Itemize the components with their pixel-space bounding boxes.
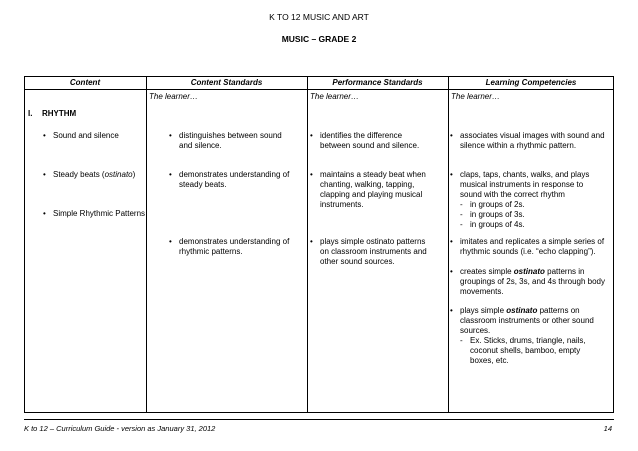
footer-rule [24, 419, 614, 420]
competency-line: groupings of 2s, 3s, and 4s through body [460, 277, 605, 286]
competency-subitem: - in groups of 3s. [470, 210, 525, 220]
competency-subitem: - in groups of 2s. [470, 200, 525, 210]
content-item: • Simple Rhythmic Patterns [53, 209, 145, 219]
competency-subitem: - in groups of 4s. [470, 220, 525, 230]
competency-text: plays simple [460, 306, 507, 315]
content-text: ) [132, 170, 136, 179]
performance-line: • identifies the difference [320, 131, 403, 140]
content-item: • Sound and silence [53, 131, 119, 141]
performance-line: chanting, walking, tapping, [320, 180, 415, 189]
grade-subtitle: MUSIC – GRADE 2 [281, 34, 357, 44]
competency-line [460, 306, 594, 316]
competency-line: silence within a rhythmic pattern. [460, 141, 577, 150]
competency [460, 306, 594, 336]
competency [460, 170, 589, 200]
section-title: RHYTHM [42, 109, 77, 118]
performance-standard [320, 170, 426, 210]
column-divider [146, 76, 147, 413]
content-italic: ostinato [104, 170, 133, 179]
performance-line: between sound and silence. [320, 141, 420, 150]
performance-line: • plays simple ostinato patterns [320, 237, 426, 246]
competency-line: rhythmic sounds (i.e. “echo clapping”). [460, 247, 596, 256]
standard-line: and silence. [179, 141, 222, 150]
competency-subitem [470, 336, 586, 366]
content-text: Steady beats ( [53, 170, 105, 179]
header-content-standards: Content Standards [190, 78, 263, 87]
document-title: K TO 12 MUSIC AND ART [269, 12, 369, 22]
competency-line: • claps, taps, chants, walks, and plays [460, 170, 590, 179]
footer-version: K to 12 – Curriculum Guide - version as January 31, 2012 [24, 424, 216, 433]
competency-line: movements. [460, 287, 504, 296]
performance-line: on classroom instruments and [320, 247, 427, 256]
standard-line: • demonstrates understanding of [179, 237, 290, 246]
competency-line: • associates visual images with sound and [460, 131, 605, 140]
competency-line: musical instruments in response to [460, 180, 584, 189]
header-content: Content [69, 78, 101, 87]
performance-standard [320, 131, 419, 151]
column-divider [307, 76, 308, 413]
standard-line: • distinguishes between sound [179, 131, 282, 140]
content-standard [179, 237, 289, 257]
competency-line: classroom instruments or other sound [460, 316, 594, 325]
header-learning-competencies: Learning Competencies [485, 78, 577, 87]
competency-text: patterns in [544, 267, 585, 276]
performance-line: • maintains a steady beat when [320, 170, 426, 179]
example-line: - Ex. Sticks, drums, triangle, nails, [470, 336, 586, 345]
content-item [53, 170, 135, 180]
learner-label: The learner… [310, 92, 359, 101]
content-standard [179, 131, 282, 151]
competency-emphasis: ostinato [506, 306, 538, 315]
learner-label: The learner… [451, 92, 500, 101]
table-header-row [24, 76, 614, 90]
competency [460, 267, 605, 297]
competency-line: sources. [460, 326, 491, 335]
page-number: 14 [603, 424, 612, 433]
competency-line: • imitates and replicates a simple series of [460, 237, 605, 246]
competency-text: patterns on [537, 306, 580, 315]
section-number: I. [28, 109, 33, 118]
example-line: coconut shells, bamboo, empty [470, 346, 581, 355]
learner-label: The learner… [149, 92, 198, 101]
performance-line: other sound sources. [320, 257, 395, 266]
competency-line: sound with the correct rhythm [460, 190, 565, 199]
header-performance-standards: Performance Standards [332, 78, 423, 87]
standard-line: • demonstrates understanding of [179, 170, 290, 179]
performance-standard [320, 237, 427, 267]
performance-line: clapping and playing musical [320, 190, 423, 199]
competency [460, 237, 604, 257]
standard-line: steady beats. [179, 180, 227, 189]
performance-line: instruments. [320, 200, 364, 209]
example-line: boxes, etc. [470, 356, 509, 365]
competency [460, 131, 605, 151]
competency-line [460, 267, 605, 277]
section-heading [28, 109, 76, 118]
competency-emphasis: ostinato [513, 267, 545, 276]
content-standard [179, 170, 289, 190]
standard-line: rhythmic patterns. [179, 247, 243, 256]
column-divider [448, 76, 449, 413]
competency-text: creates simple [460, 267, 514, 276]
